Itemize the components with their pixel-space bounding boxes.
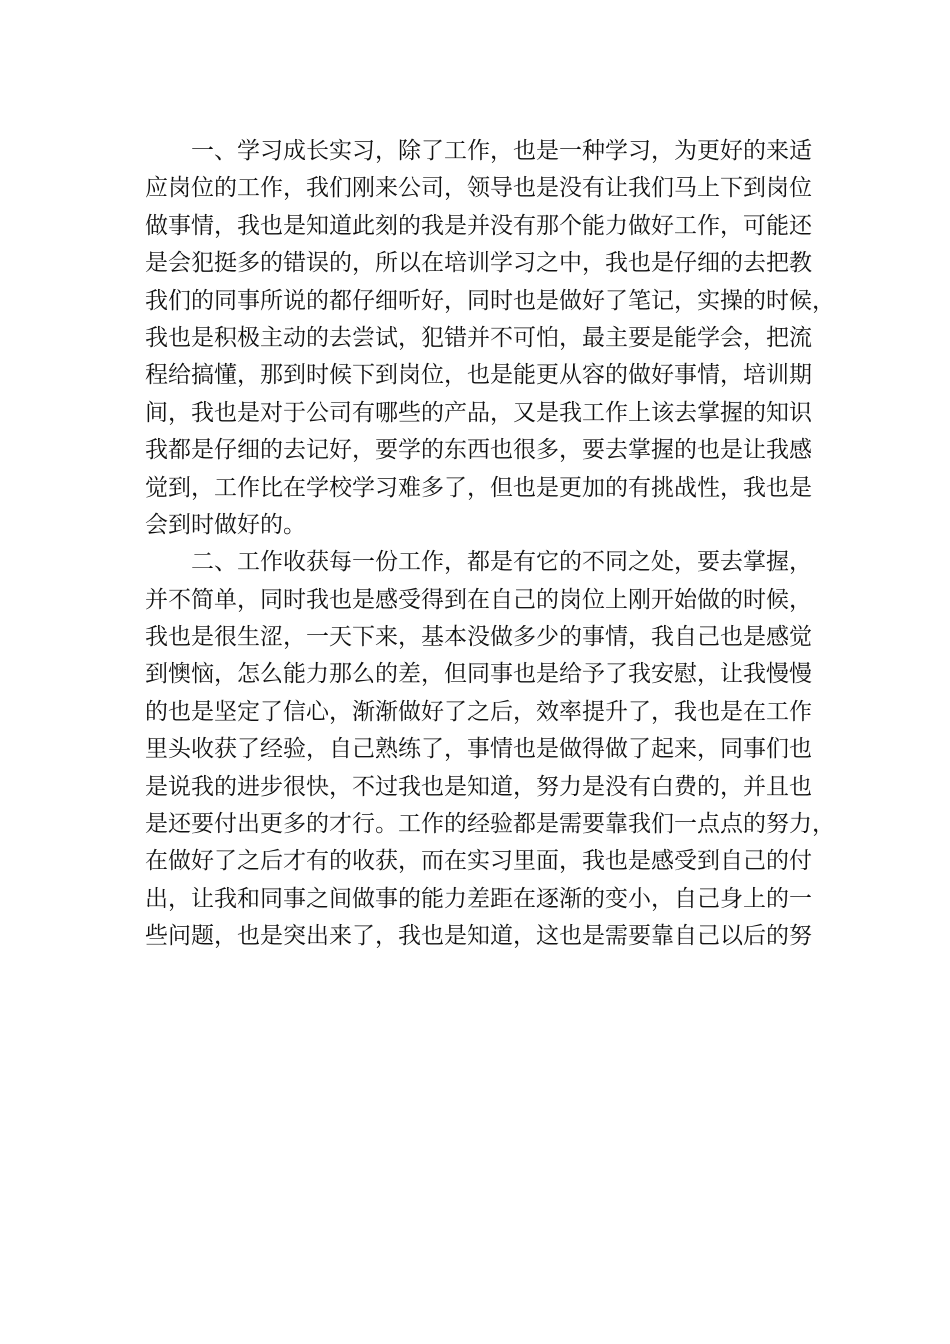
text-line: 是还要付出更多的才行。工作的经验都是需要靠我们一点点的努力， [145,811,835,838]
text-line: 二、工作收获每一份工作，都是有它的不同之处，要去掌握， [191,549,812,576]
text-line: 我也是很生涩，一天下来，基本没做多少的事情，我自己也是感觉 [145,624,812,651]
text-line: 做事情，我也是知道此刻的我是并没有那个能力做好工作，可能还 [145,212,812,239]
paragraph-learning-growth [145,133,835,544]
text-line: 到懊恼，怎么能力那么的差，但同事也是给予了我安慰，让我慢慢 [145,661,812,688]
text-line: 我都是仔细的去记好，要学的东西也很多，要去掌握的也是让我感 [145,437,812,464]
text-line: 觉到，工作比在学校学习难多了，但也是更加的有挑战性，我也是 [145,474,812,501]
text-line: 些问题，也是突出来了，我也是知道，这也是需要靠自己以后的努 [145,923,812,950]
text-line: 程给搞懂，那到时候下到岗位，也是能更从容的做好事情，培训期 [145,362,812,389]
text-line: 一、学习成长实习，除了工作，也是一种学习，为更好的来适 [191,138,812,164]
text-line: 的也是坚定了信心，渐渐做好了之后，效率提升了，我也是在工作 [145,698,812,725]
text-line: 是说我的进步很快，不过我也是知道，努力是没有白费的，并且也 [145,773,812,800]
paragraph-work-gains [145,544,835,955]
text-line: 我们的同事所说的都仔细听好，同时也是做好了笔记，实操的时候， [145,287,835,314]
text-line: 里头收获了经验，自己熟练了，事情也是做得做了起来，同事们也 [145,736,812,763]
text-line: 在做好了之后才有的收获，而在实习里面，我也是感受到自己的付 [145,848,812,875]
text-line: 会到时做好的。 [145,511,306,538]
text-line: 出，让我和同事之间做事的能力差距在逐渐的变小，自己身上的一 [145,885,812,912]
text-line: 是会犯挺多的错误的，所以在培训学习之中，我也是仔细的去把教 [145,250,812,277]
text-line: 间，我也是对于公司有哪些的产品，又是我工作上该去掌握的知识 [145,399,812,426]
document-body [145,133,835,956]
text-line: 并不简单，同时我也是感受得到在自己的岗位上刚开始做的时候， [145,586,812,613]
text-line: 应岗位的工作，我们刚来公司，领导也是没有让我们马上下到岗位 [145,175,812,202]
text-line: 我也是积极主动的去尝试，犯错并不可怕，最主要是能学会，把流 [145,324,812,351]
